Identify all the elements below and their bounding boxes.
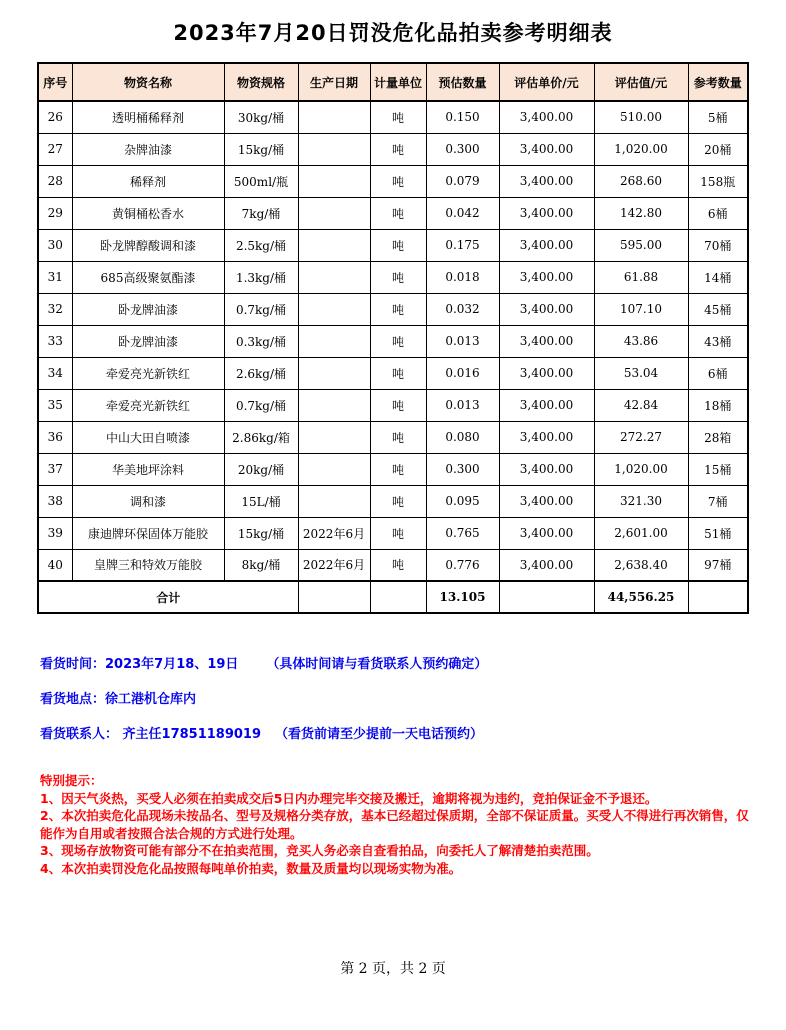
- table-body: [38, 101, 748, 613]
- table-header: [38, 63, 748, 101]
- cell-0: 30: [38, 229, 72, 261]
- cell-7: 53.04: [594, 357, 688, 389]
- cell-6: 3,400.00: [499, 261, 594, 293]
- cell-6: 3,400.00: [499, 549, 594, 581]
- viewing-location-text: 看货地点：徐工港机仓库内: [40, 692, 197, 707]
- special-note-item: 3、现场存放物资可能有部分不在拍卖范围，竞买人务必亲自查看拍品，向委托人了解清楚拍卖范围。: [40, 843, 599, 858]
- cell-4: 吨: [370, 517, 426, 549]
- cell-6: 3,400.00: [499, 485, 594, 517]
- table-row: [38, 229, 748, 261]
- special-notes-section: [40, 772, 752, 877]
- cell-3: [298, 453, 370, 485]
- table-row: [38, 453, 748, 485]
- cell-6: 3,400.00: [499, 133, 594, 165]
- cell-7: 107.10: [594, 293, 688, 325]
- cell-6: 3,400.00: [499, 197, 594, 229]
- cell-7: 142.80: [594, 197, 688, 229]
- viewing-contact-text: 看货联系人： 齐主任17851189019: [40, 727, 262, 742]
- cell-5: 0.765: [426, 517, 499, 549]
- special-notes-heading: 特别提示：: [40, 773, 103, 788]
- cell-4: 吨: [370, 549, 426, 581]
- page-title: 2023年7月20日罚没危化品拍卖参考明细表: [173, 21, 613, 45]
- cell-5: 0.016: [426, 357, 499, 389]
- cell-8: 14桶: [688, 261, 748, 293]
- cell-8: 43桶: [688, 325, 748, 357]
- cell-4: 吨: [370, 421, 426, 453]
- cell-7: 268.60: [594, 165, 688, 197]
- cell-3: [298, 389, 370, 421]
- cell-1: 透明桶稀释剂: [72, 101, 224, 133]
- column-header-5: 预估数量: [426, 63, 499, 101]
- cell-3: [298, 101, 370, 133]
- cell-3: [298, 485, 370, 517]
- cell-0: 34: [38, 357, 72, 389]
- cell-5: 0.300: [426, 133, 499, 165]
- viewing-contact-line: [40, 728, 786, 742]
- viewing-info-section: [40, 658, 786, 742]
- cell-1: 杂牌油漆: [72, 133, 224, 165]
- special-note-item: 4、本次拍卖罚没危化品按照每吨单价拍卖，数量及质量均以现场实物为准。: [40, 860, 462, 876]
- cell-3: 2022年6月: [298, 517, 370, 549]
- cell-5: 0.042: [426, 197, 499, 229]
- cell-2: 8kg/桶: [224, 549, 298, 581]
- cell-5: 0.079: [426, 165, 499, 197]
- cell-3: [298, 229, 370, 261]
- cell-4: 吨: [370, 101, 426, 133]
- cell-3: [298, 197, 370, 229]
- table-row: [38, 517, 748, 549]
- cell-7: 1,020.00: [594, 453, 688, 485]
- total-label: 合计: [38, 581, 298, 613]
- cell-7: 2,601.00: [594, 517, 688, 549]
- cell-2: 0.7kg/桶: [224, 293, 298, 325]
- cell-0: 32: [38, 293, 72, 325]
- cell-1: 卧龙牌油漆: [72, 293, 224, 325]
- table-row: [38, 325, 748, 357]
- column-header-4: 计量单位: [370, 63, 426, 101]
- cell-1: 康迪牌环保固体万能胶: [72, 517, 224, 549]
- cell-7: 43.86: [594, 325, 688, 357]
- cell-4: 吨: [370, 165, 426, 197]
- cell-0: 35: [38, 389, 72, 421]
- cell-0: 38: [38, 485, 72, 517]
- cell-0: 33: [38, 325, 72, 357]
- column-header-6: 评估单价/元: [499, 63, 594, 101]
- table-row: [38, 421, 748, 453]
- cell-2: 500ml/瓶: [224, 165, 298, 197]
- column-header-3: 生产日期: [298, 63, 370, 101]
- cell-8: 45桶: [688, 293, 748, 325]
- cell-1: 685高级聚氨酯漆: [72, 261, 224, 293]
- cell-5: 0.032: [426, 293, 499, 325]
- cell-6: 3,400.00: [499, 229, 594, 261]
- cell-1: 稀释剂: [72, 165, 224, 197]
- cell-8: 97桶: [688, 549, 748, 581]
- viewing-contact-note: （看货前请至少提前一天电话预约）: [275, 727, 484, 742]
- auction-detail-table: [37, 62, 749, 614]
- total-cell-5: [688, 581, 748, 613]
- cell-3: [298, 133, 370, 165]
- cell-2: 7kg/桶: [224, 197, 298, 229]
- table-row: [38, 165, 748, 197]
- table-row: [38, 485, 748, 517]
- total-cell-0: [298, 581, 370, 613]
- cell-5: 0.013: [426, 325, 499, 357]
- cell-3: [298, 261, 370, 293]
- viewing-time-note: （具体时间请与看货联系人预约确定）: [266, 657, 488, 672]
- column-header-7: 评估值/元: [594, 63, 688, 101]
- page-number: 第 2 页，共 2 页: [340, 961, 446, 977]
- cell-0: 26: [38, 101, 72, 133]
- cell-1: 中山大田自喷漆: [72, 421, 224, 453]
- cell-3: [298, 357, 370, 389]
- cell-2: 20kg/桶: [224, 453, 298, 485]
- cell-0: 36: [38, 421, 72, 453]
- cell-2: 2.6kg/桶: [224, 357, 298, 389]
- cell-4: 吨: [370, 357, 426, 389]
- table-row: [38, 133, 748, 165]
- cell-2: 0.7kg/桶: [224, 389, 298, 421]
- cell-5: 0.095: [426, 485, 499, 517]
- cell-6: 3,400.00: [499, 389, 594, 421]
- cell-2: 2.86kg/箱: [224, 421, 298, 453]
- cell-7: 595.00: [594, 229, 688, 261]
- cell-2: 30kg/桶: [224, 101, 298, 133]
- cell-1: 华美地坪涂料: [72, 453, 224, 485]
- total-cell-1: [370, 581, 426, 613]
- cell-5: 0.150: [426, 101, 499, 133]
- cell-7: 42.84: [594, 389, 688, 421]
- cell-7: 61.88: [594, 261, 688, 293]
- cell-2: 15kg/桶: [224, 133, 298, 165]
- cell-7: 321.30: [594, 485, 688, 517]
- cell-6: 3,400.00: [499, 325, 594, 357]
- cell-4: 吨: [370, 133, 426, 165]
- cell-8: 5桶: [688, 101, 748, 133]
- cell-6: 3,400.00: [499, 357, 594, 389]
- viewing-location-line: [40, 693, 786, 707]
- cell-0: 29: [38, 197, 72, 229]
- cell-1: 卧龙牌油漆: [72, 325, 224, 357]
- cell-6: 3,400.00: [499, 421, 594, 453]
- cell-3: 2022年6月: [298, 549, 370, 581]
- cell-2: 15L/桶: [224, 485, 298, 517]
- cell-7: 2,638.40: [594, 549, 688, 581]
- cell-8: 70桶: [688, 229, 748, 261]
- cell-8: 15桶: [688, 453, 748, 485]
- cell-1: 皇牌三和特效万能胶: [72, 549, 224, 581]
- cell-5: 0.776: [426, 549, 499, 581]
- cell-1: 牵爱亮光新铁红: [72, 357, 224, 389]
- cell-5: 0.175: [426, 229, 499, 261]
- cell-4: 吨: [370, 485, 426, 517]
- cell-0: 40: [38, 549, 72, 581]
- table-row: [38, 549, 748, 581]
- cell-0: 28: [38, 165, 72, 197]
- column-header-1: 物资名称: [72, 63, 224, 101]
- viewing-time-text: 看货时间：2023年7月18、19日: [40, 657, 239, 672]
- table-row: [38, 197, 748, 229]
- cell-8: 18桶: [688, 389, 748, 421]
- cell-1: 卧龙牌醇酸调和漆: [72, 229, 224, 261]
- cell-5: 0.013: [426, 389, 499, 421]
- cell-6: 3,400.00: [499, 517, 594, 549]
- cell-0: 31: [38, 261, 72, 293]
- cell-4: 吨: [370, 229, 426, 261]
- viewing-time-line: [40, 658, 786, 672]
- cell-5: 0.018: [426, 261, 499, 293]
- table-row: [38, 261, 748, 293]
- cell-1: 黄铜桶松香水: [72, 197, 224, 229]
- cell-7: 510.00: [594, 101, 688, 133]
- special-note-item: 2、本次拍卖危化品现场未按品名、型号及规格分类存放，基本已经超过保质期，全部不保证质量。买受人不得进行再次销售，仅能作为自用或者按照合法合规的方式进行处理。: [40, 808, 749, 841]
- table-row: [38, 357, 748, 389]
- cell-1: 调和漆: [72, 485, 224, 517]
- cell-3: [298, 293, 370, 325]
- column-header-2: 物资规格: [224, 63, 298, 101]
- cell-2: 0.3kg/桶: [224, 325, 298, 357]
- cell-8: 51桶: [688, 517, 748, 549]
- cell-6: 3,400.00: [499, 293, 594, 325]
- cell-0: 39: [38, 517, 72, 549]
- cell-4: 吨: [370, 453, 426, 485]
- cell-8: 6桶: [688, 197, 748, 229]
- cell-2: 2.5kg/桶: [224, 229, 298, 261]
- total-cell-3: [499, 581, 594, 613]
- cell-4: 吨: [370, 325, 426, 357]
- total-cell-2: 13.105: [426, 581, 499, 613]
- cell-8: 6桶: [688, 357, 748, 389]
- cell-0: 27: [38, 133, 72, 165]
- cell-3: [298, 421, 370, 453]
- cell-8: 7桶: [688, 485, 748, 517]
- total-cell-4: 44,556.25: [594, 581, 688, 613]
- column-header-0: 序号: [38, 63, 72, 101]
- table-row: [38, 101, 748, 133]
- cell-4: 吨: [370, 261, 426, 293]
- table-row: [38, 389, 748, 421]
- table-header-row: [38, 63, 748, 101]
- table-row: [38, 293, 748, 325]
- cell-8: 28箱: [688, 421, 748, 453]
- cell-7: 1,020.00: [594, 133, 688, 165]
- cell-7: 272.27: [594, 421, 688, 453]
- cell-6: 3,400.00: [499, 453, 594, 485]
- cell-0: 37: [38, 453, 72, 485]
- column-header-8: 参考数量: [688, 63, 748, 101]
- cell-8: 20桶: [688, 133, 748, 165]
- cell-2: 15kg/桶: [224, 517, 298, 549]
- special-note-item: 1、因天气炎热，买受人必须在拍卖成交后5日内办理完毕交接及搬迁，逾期将视为违约，竞拍保证金不予退还。: [40, 790, 658, 806]
- cell-4: 吨: [370, 293, 426, 325]
- cell-5: 0.080: [426, 421, 499, 453]
- cell-3: [298, 165, 370, 197]
- cell-6: 3,400.00: [499, 101, 594, 133]
- total-row: [38, 581, 748, 613]
- cell-3: [298, 325, 370, 357]
- cell-4: 吨: [370, 197, 426, 229]
- cell-6: 3,400.00: [499, 165, 594, 197]
- cell-8: 158瓶: [688, 165, 748, 197]
- cell-5: 0.300: [426, 453, 499, 485]
- cell-4: 吨: [370, 389, 426, 421]
- cell-2: 1.3kg/桶: [224, 261, 298, 293]
- cell-1: 牵爱亮光新铁红: [72, 389, 224, 421]
